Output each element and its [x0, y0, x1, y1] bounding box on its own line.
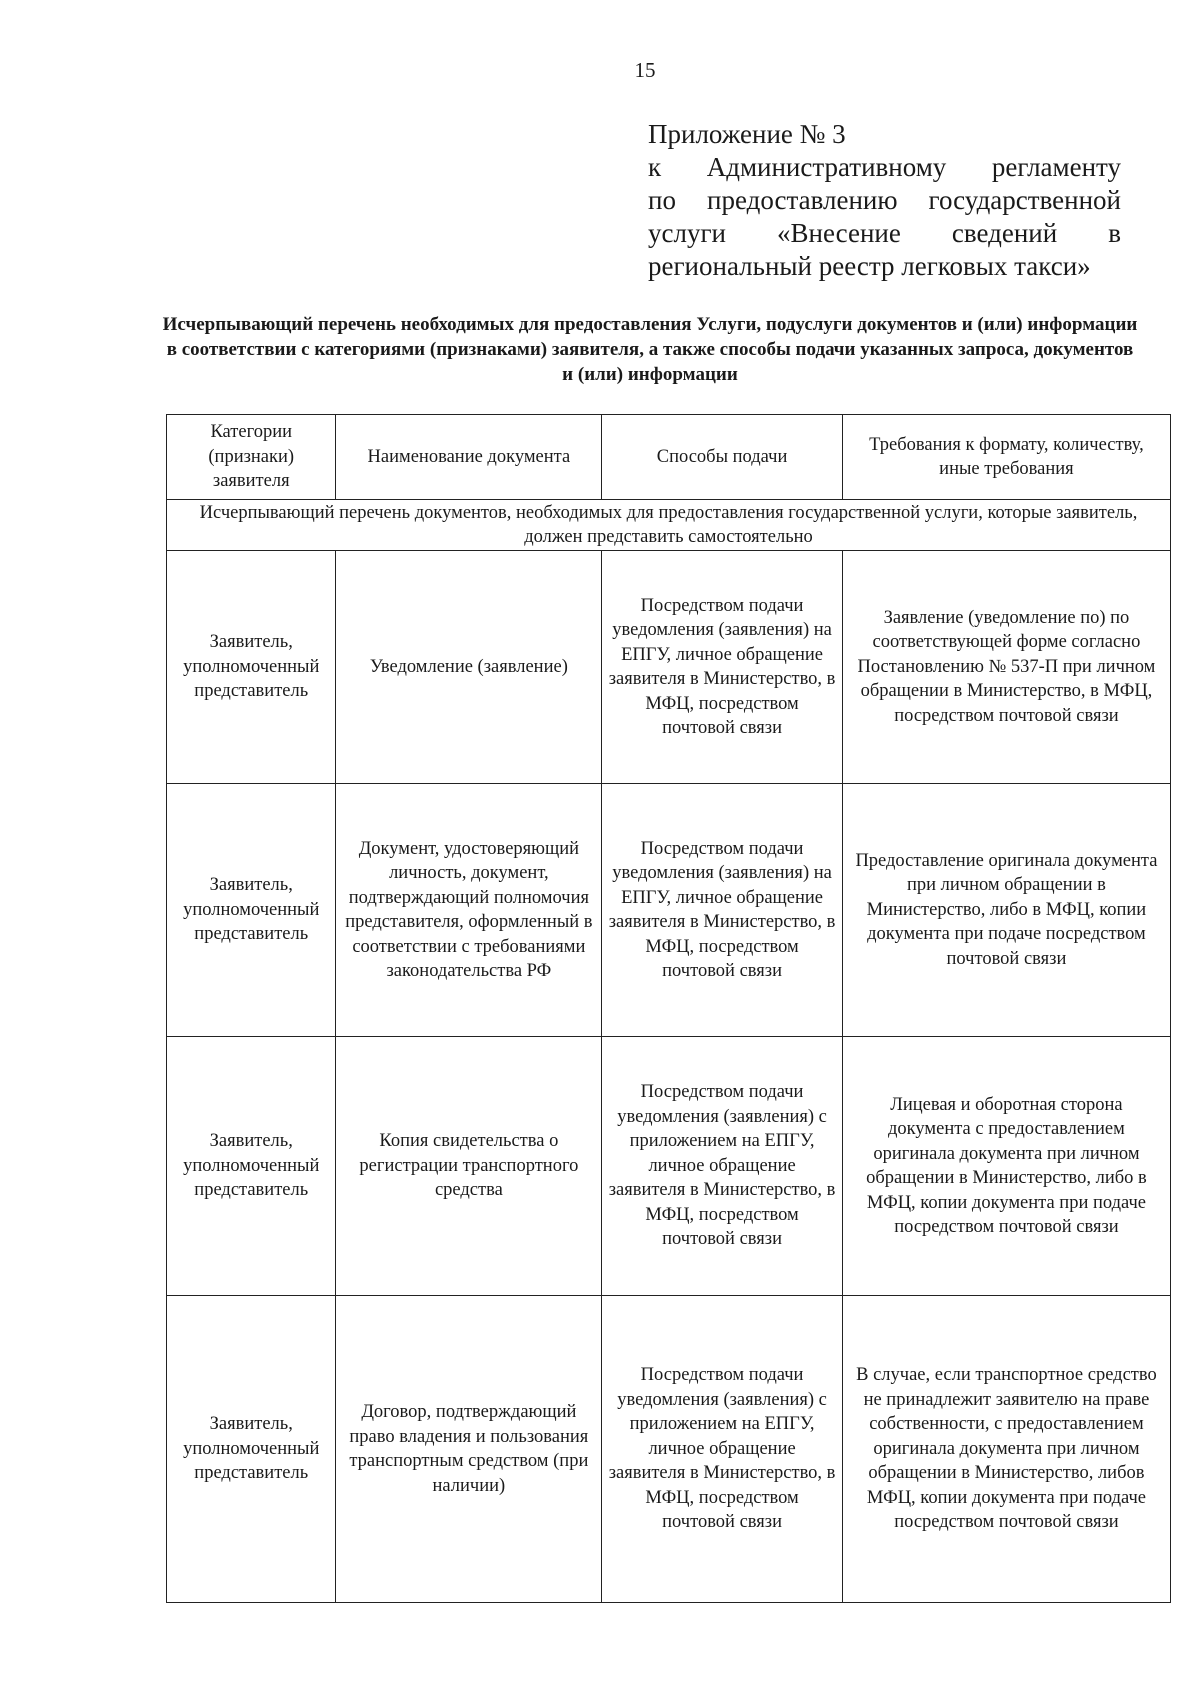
table-row: [167, 1037, 1171, 1296]
cell-requirements: В случае, если транспортное средство не принадлежит заявителю на праве собственности, с предоставлением оригинала документа при личном обращении в Министерство, либов МФЦ, копии документа при подаче посредством почтовой связи: [842, 1296, 1170, 1603]
cell-method: Посредством подачи уведомления (заявления) с приложением на ЕПГУ, личное обращение заявителя в Министерство, в МФЦ, посредством почтовой связи: [602, 1037, 843, 1296]
appendix-line: услуги «Внесение сведений в: [648, 218, 1121, 248]
table-row: [167, 784, 1171, 1037]
cell-requirements: Предоставление оригинала документа при личном обращении в Министерство, либо в МФЦ, копии документа при подаче посредством почтовой связи: [842, 784, 1170, 1037]
cell-method: Посредством подачи уведомления (заявления) с приложением на ЕПГУ, личное обращение заявителя в Министерство, в МФЦ, посредством почтовой связи: [602, 1296, 843, 1603]
cell-document: Уведомление (заявление): [336, 551, 602, 784]
cell-category: Заявитель, уполномоченный представитель: [167, 784, 336, 1037]
appendix-line: по предоставлению государственной: [648, 185, 1121, 215]
cell-requirements: Лицевая и оборотная сторона документа с предоставлением оригинала документа при личном обращении в Министерство, либо в МФЦ, копии документа при подаче посредством почтовой связи: [842, 1037, 1170, 1296]
column-header-requirements: Требования к формату, количеству, иные требования: [842, 415, 1170, 500]
cell-category: Заявитель, уполномоченный представитель: [167, 1296, 336, 1603]
section-row: [167, 500, 1171, 551]
section-title: Исчерпывающий перечень документов, необходимых для предоставления государственной услуги, которые заявитель, должен представить самостоятельно: [167, 500, 1171, 551]
appendix-block: [648, 118, 1121, 283]
cell-method: Посредством подачи уведомления (заявления) на ЕПГУ, личное обращение заявителя в Министерство, в МФЦ, посредством почтовой связи: [602, 551, 843, 784]
cell-requirements: Заявление (уведомление по) по соответствующей форме согласно Постановлению № 537-П при личном обращении в Министерство, в МФЦ, посредством почтовой связи: [842, 551, 1170, 784]
cell-category: Заявитель, уполномоченный представитель: [167, 551, 336, 784]
cell-method: Посредством подачи уведомления (заявления) на ЕПГУ, личное обращение заявителя в Министерство, в МФЦ, посредством почтовой связи: [602, 784, 843, 1037]
page-number: 15: [634, 58, 656, 82]
table-row: [167, 1296, 1171, 1603]
table-header-row: [167, 415, 1171, 500]
cell-document: Копия свидетельства о регистрации транспортного средства: [336, 1037, 602, 1296]
appendix-title: Приложение № 3: [648, 119, 846, 149]
appendix-line: к Административному регламенту: [648, 152, 1121, 182]
cell-category: Заявитель, уполномоченный представитель: [167, 1037, 336, 1296]
cell-document: Договор, подтверждающий право владения и пользования транспортным средством (при наличии): [336, 1296, 602, 1603]
column-header-document: Наименование документа: [336, 415, 602, 500]
column-header-method: Способы подачи: [602, 415, 843, 500]
documents-table: [166, 414, 1171, 1603]
appendix-line: региональный реестр легковых такси»: [648, 251, 1091, 281]
column-header-category: Категории (признаки) заявителя: [167, 415, 336, 500]
document-heading: Исчерпывающий перечень необходимых для предоставления Услуги, подуслуги документов и (или) информации в соответствии с категориями (признаками) заявителя, а также способы подачи указанных запроса, документов и (или) информации: [162, 314, 1138, 385]
table-row: [167, 551, 1171, 784]
cell-document: Документ, удостоверяющий личность, документ, подтверждающий полномочия представителя, оформленный в соответствии с требованиями законодательства РФ: [336, 784, 602, 1037]
